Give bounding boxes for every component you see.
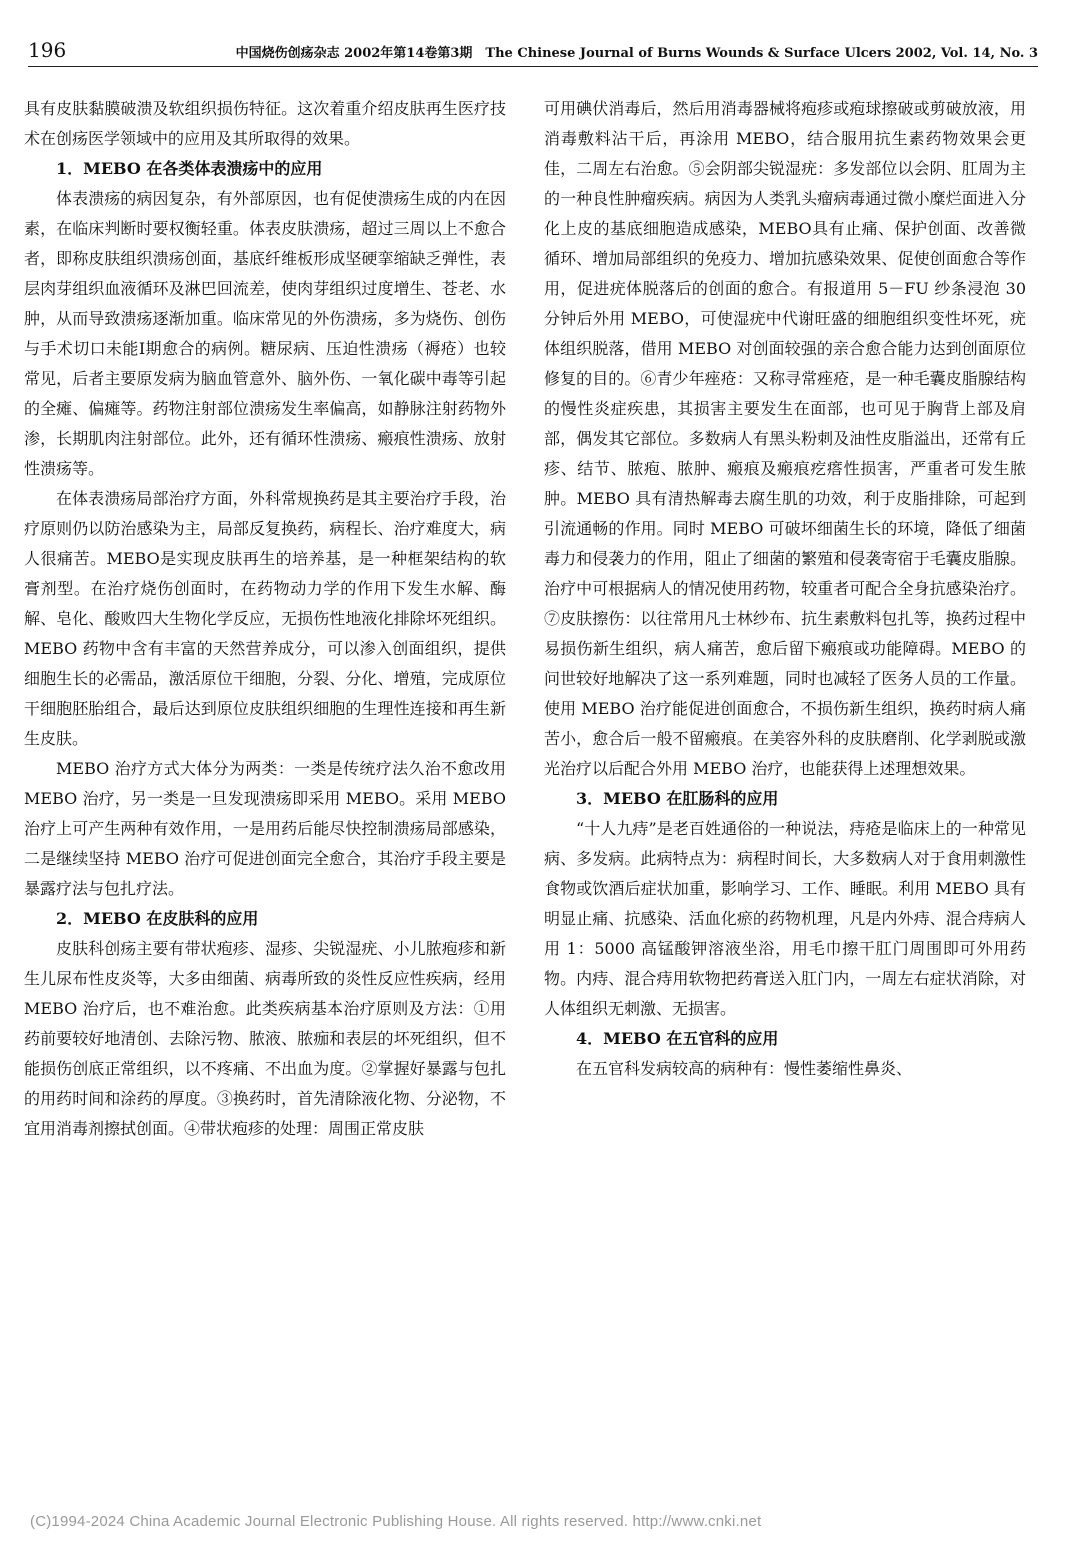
copyright-watermark: (C)1994-2024 China Academic Journal Electronic Publishing House. All rights reserved. http://www.cnki.net <box>30 1513 762 1530</box>
section-heading-4: 4．MEBO 在五官科的应用 <box>576 1029 779 1048</box>
page-header <box>28 38 1038 67</box>
paragraph: 皮肤科创疡主要有带状疱疹、湿疹、尖锐湿疣、小儿脓疱疹和新生儿尿布性皮炎等，大多由细菌、病毒所致的炎性反应性疾病，经用 MEBO 治疗后，也不难治愈。此类疾病基本治疗原则及方法：①用药前要较好地清创、去除污物、脓液、脓痂和表层的坏死组织，但不能损伤创底正常组织，以不疼痛、不出血为度。②掌握好暴露与包扎的用药时间和涂药的厚度。③换药时，首先清除液化物、分泌物，不宜用消毒剂擦拭创面。④带状疱疹的处理：周围正常皮肤 <box>24 939 506 1138</box>
running-title: 中国烧伤创疡杂志 2002年第14卷第3期 The Chinese Journal of Burns Wounds & Surface Ulcers 2002, Vol. 14, No. 3 <box>235 46 1038 61</box>
left-column <box>24 94 506 1144</box>
paragraph: MEBO 治疗方式大体分为两类：一类是传统疗法久治不愈改用 MEBO 治疗，另一类是一旦发现溃疡即采用 MEBO。采用 MEBO 治疗上可产生两种有效作用，一是用药后能尽快控制溃疡局部感染，二是继续坚持 MEBO 治疗可促进创面完全愈合，其治疗手段主要是暴露疗法与包扎疗法。 <box>24 759 506 898</box>
paragraph: 在五官科发病较高的病种有：慢性萎缩性鼻炎、 <box>576 1059 913 1078</box>
right-column <box>544 94 1026 1084</box>
paragraph: 体表溃疡的病因复杂，有外部原因，也有促使溃疡生成的内在因素，在临床判断时要权衡轻重。体表皮肤溃疡，超过三周以上不愈合者，即称皮肤组织溃疡创面，基底纤维板形成坚硬挛缩缺乏弹性，表层肉芽组织血液循环及淋巴回流差，使肉芽组织过度增生、苍老、水肿，从而导致溃疡逐渐加重。临床常见的外伤溃疡，多为烧伤、创伤与手术切口未能Ⅰ期愈合的病例。糖尿病、压迫性溃疡（褥疮）也较常见，后者主要原发病为脑血管意外、脑外伤、一氧化碳中毒等引起的全瘫、偏瘫等。药物注射部位溃疡发生率偏高，如静脉注射药物外渗，长期肌肉注射部位。此外，还有循环性溃疡、瘢痕性溃疡、放射性溃疡等。 <box>24 189 506 478</box>
paragraph: 在体表溃疡局部治疗方面，外科常规换药是其主要治疗手段，治疗原则仍以防治感染为主，局部反复换药，病程长、治疗难度大，病人很痛苦。MEBO是实现皮肤再生的培养基，是一种框架结构的软膏剂型。在治疗烧伤创面时，在药物动力学的作用下发生水解、酶解、皂化、酸败四大生物化学反应，无损伤性地液化排除坏死组织。MEBO 药物中含有丰富的天然营养成分，可以渗入创面组织，提供细胞生长的必需品，激活原位干细胞，分裂、分化、增殖，完成原位干细胞胚胎组合，最后达到原位皮肤组织细胞的生理性连接和再生新生皮肤。 <box>24 489 506 748</box>
section-heading-1: 1．MEBO 在各类体表溃疡中的应用 <box>56 159 323 178</box>
paragraph: “十人九痔”是老百姓通俗的一种说法，痔疮是临床上的一种常见病、多发病。此病特点为：病程时间长，大多数病人对于食用刺激性食物或饮酒后症状加重，影响学习、工作、睡眠。利用 MEBO 具有明显止痛、抗感染、活血化瘀的药物机理，凡是内外痔、混合痔病人用 1：5000 高锰酸钾溶液坐浴，用毛巾擦干肛门周围即可外用药物。内痔、混合痔用软物把药膏送入肛门内，一周左右症状消除，对人体组织无刺激、无损害。 <box>544 819 1026 1018</box>
paragraph: 可用碘伏消毒后，然后用消毒器械将疱疹或疱球擦破或剪破放液，用消毒敷料沾干后，再涂用 MEBO，结合服用抗生素药物效果会更佳，二周左右治愈。⑤会阴部尖锐湿疣：多发部位以会阴、肛周为主的一种良性肿瘤疾病。病因为人类乳头瘤病毒通过微小糜烂面进入分化上皮的基底细胞造成感染，MEBO具有止痛、保护创面、改善微循环、增加局部组织的免疫力、增加抗感染效果、促使创面愈合等作用，促进疣体脱落后的创面的愈合。有报道用 5－FU 纱条浸泡 30 分钟后外用 MEBO，可使湿疣中代谢旺盛的细胞组织变性坏死，疣体组织脱落，借用 MEBO 对创面较强的亲合愈合能力达到创面原位修复的目的。⑥青少年痤疮：又称寻常痤疮，是一种毛囊皮脂腺结构的慢性炎症疾患，其损害主要发生在面部，也可见于胸背上部及肩部，偶发其它部位。多数病人有黑头粉刺及油性皮脂溢出，还常有丘疹、结节、脓疱、脓肿、瘢痕及瘢痕疙瘩性损害，严重者可发生脓肿。MEBO 具有清热解毒去腐生肌的功效，利于皮脂排除，可起到引流通畅的作用。同时 MEBO 可破坏细菌生长的环境，降低了细菌毒力和侵袭力的作用，阻止了细菌的繁殖和侵袭寄宿于毛囊皮脂腺。治疗中可根据病人的情况使用药物，较重者可配合全身抗感染治疗。⑦皮肤擦伤：以往常用凡士林纱布、抗生素敷料包扎等，换药过程中易损伤新生组织，病人痛苦，愈后留下瘢痕或功能障碍。MEBO 的问世较好地解决了这一系列难题，同时也减轻了医务人员的工作量。使用 MEBO 治疗能促进创面愈合，不损伤新生组织，换药时病人痛苦小，愈合后一般不留瘢痕。在美容外科的皮肤磨削、化学剥脱或激光治疗以后配合外用 MEBO 治疗，也能获得上述理想效果。 <box>544 99 1026 778</box>
paragraph: 具有皮肤黏膜破溃及软组织损伤特征。这次着重介绍皮肤再生医疗技术在创疡医学领域中的应用及其所取得的效果。 <box>24 99 506 148</box>
section-heading-2: 2．MEBO 在皮肤科的应用 <box>56 909 259 928</box>
section-heading-3: 3．MEBO 在肛肠科的应用 <box>576 789 779 808</box>
page-number: 196 <box>28 38 67 62</box>
